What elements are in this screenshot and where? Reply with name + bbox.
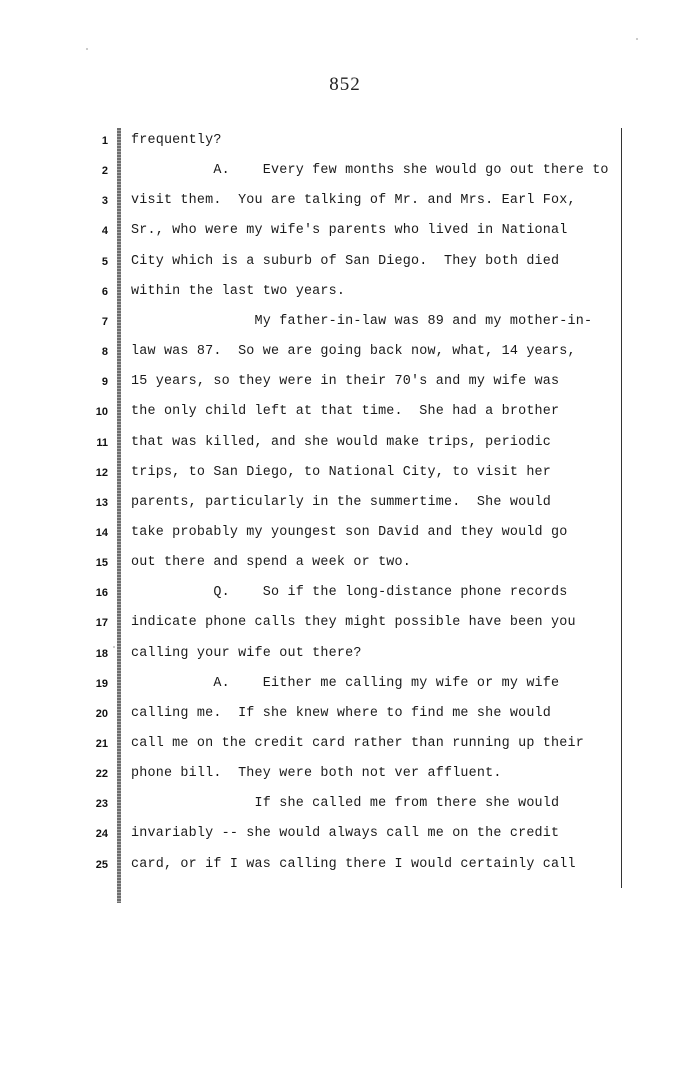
transcript-line: Q. So if the long-distance phone records [131, 585, 568, 600]
line-number: 20 [95, 708, 108, 720]
line-number: 11 [96, 437, 108, 449]
line-number: 7 [101, 316, 108, 328]
transcript-line: trips, to San Diego, to National City, to visit her [131, 465, 552, 480]
transcript-line: Sr., who were my wife's parents who lived in National [131, 223, 568, 238]
transcript-line: A. Either me calling my wife or my wife [131, 676, 560, 691]
line-number: 1 [101, 135, 108, 147]
line-number: 10 [95, 406, 108, 418]
transcript-line: calling your wife out there? [131, 646, 362, 661]
line-number: 8 [101, 346, 108, 358]
transcript-line: invariably -- she would always call me on the credit [131, 826, 560, 841]
transcript-line: visit them. You are talking of Mr. and Mrs. Earl Fox, [131, 193, 576, 208]
transcript-line: call me on the credit card rather than running up their [131, 736, 584, 751]
line-number: 2 [101, 165, 108, 177]
transcript-line: out there and spend a week or two. [131, 555, 412, 570]
transcript-line: My father-in-law was 89 and my mother-in- [131, 314, 593, 329]
line-number: 17 [95, 617, 108, 629]
transcript-line: parents, particularly in the summertime. She would [131, 495, 552, 510]
speckle [86, 48, 88, 50]
line-number: 19 [95, 678, 108, 690]
transcript-line: take probably my youngest son David and they would go [131, 525, 568, 540]
speckle [113, 646, 115, 648]
line-number: 5 [101, 256, 108, 268]
line-number: 23 [95, 798, 108, 810]
transcript-line: 15 years, so they were in their 70's and my wife was [131, 374, 560, 389]
line-number: 24 [95, 828, 108, 840]
line-number: 16 [95, 587, 108, 599]
transcript-line: law was 87. So we are going back now, what, 14 years, [131, 344, 576, 359]
line-number: 4 [101, 225, 108, 237]
transcript-line: calling me. If she knew where to find me she would [131, 706, 552, 721]
transcript-line: indicate phone calls they might possible have been you [131, 615, 576, 630]
line-number: 9 [101, 376, 108, 388]
transcript-line: A. Every few months she would go out there to [131, 163, 609, 178]
line-number: 18 [95, 648, 108, 660]
page-number: 852 [329, 74, 361, 95]
line-number: 12 [95, 467, 108, 479]
line-number: 15 [95, 557, 108, 569]
line-number: 22 [95, 768, 108, 780]
left-margin-rule [117, 128, 121, 903]
line-number: 14 [95, 527, 108, 539]
transcript-line: phone bill. They were both not ver affluent. [131, 766, 502, 781]
transcript-line: If she called me from there she would [131, 796, 560, 811]
transcript-line: City which is a suburb of San Diego. They both died [131, 254, 560, 269]
line-number: 3 [101, 195, 108, 207]
line-number: 6 [101, 286, 108, 298]
transcript-line: within the last two years. [131, 284, 346, 299]
transcript-line: that was killed, and she would make trips, periodic [131, 435, 552, 450]
transcript-line: card, or if I was calling there I would certainly call [131, 857, 576, 872]
speckle [636, 38, 638, 40]
transcript-line: frequently? [131, 133, 222, 148]
line-number: 21 [95, 738, 108, 750]
transcript-line: the only child left at that time. She had a brother [131, 404, 560, 419]
line-number: 13 [95, 497, 108, 509]
line-number: 25 [95, 859, 108, 871]
right-margin-rule [621, 128, 622, 888]
